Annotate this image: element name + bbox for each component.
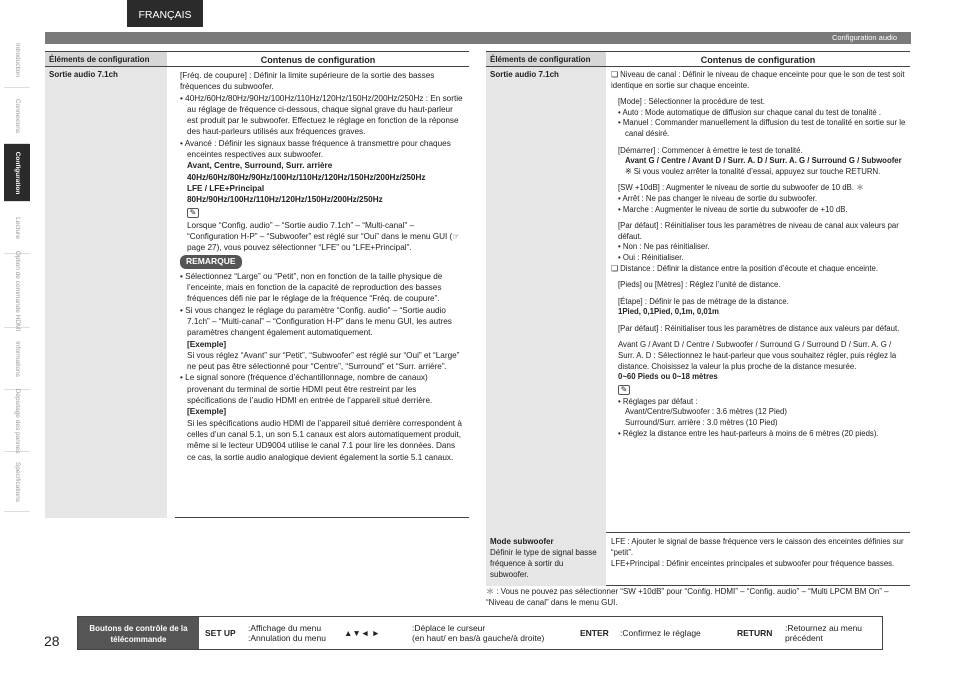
sidebar-item-configuration[interactable] (4, 144, 30, 202)
remark-3: • Le signal sonore (fréquence d’échantillonnage, nombre de canaux) provenant du terminal de sortie HDMI peut être restreint par les spécifications de l’audio HDMI en entrée de l’appareil situé derrière. (180, 373, 433, 406)
sidebar-item-troubleshooting[interactable] (4, 390, 30, 452)
lfe-values-text: 80Hz/90Hz/100Hz/110Hz/120Hz/150Hz/200Hz/250Hz (187, 195, 383, 205)
remark-1: • Sélectionnez “Large” ou “Petit”, non en fonction de la taille physique de l’enceinte, mais en fonction de la capacité de reproduction des basses fréquences défi nie par le réglage de la fréquence “Fréq. de coupure”. (180, 271, 443, 304)
sidebar-label: Spécifications (14, 461, 21, 502)
sidebar-label: Option de commande HDMI (14, 250, 21, 331)
remote-buttons-label: Boutons de contrôle de la télécommande (78, 617, 199, 649)
header-items: Éléments de configuration (486, 52, 606, 66)
step-text: [Étape] : Définir le pas de métrage de la distance. (618, 296, 789, 306)
sidebar-label: Lecture (14, 216, 21, 239)
right-config-table (486, 51, 910, 586)
freq-cutoff-text: [Fréq. de coupure] : Définir la limite supérieure de la sortie des basses fréquences du subwoofer. (180, 71, 435, 92)
default-text: [Par défaut] : Réinitialiser tous les paramètres de niveau de canal aux valeurs par défaut. (618, 221, 899, 241)
lfe-main-option: LFE+Principal : Définir enceintes principales et subwoofer pour fréquence basses. (611, 559, 895, 568)
remote-buttons-bar (77, 616, 883, 650)
item-cell (45, 67, 167, 518)
example-2: Si les spécifications audio HDMI de l’appareil situé derrière correspondent à celles d’un canal 5.1, un son 5.1 canaux est alors automatiquement produit, même si le lecteur UD9004 utilise le canal 7.1 pour lire les données. Dans ce cas, la sortie audio analogique devient également la sortie 5.1 canaux. (187, 418, 462, 462)
language-tab: FRANÇAIS (127, 0, 203, 27)
lfe-text: LFE / LFE+Principal (187, 183, 265, 193)
remark-2: • Si vous changez le réglage du paramètre “Config. audio” – “Sortie audio 7.1ch” – “Multi-canal” – “Configuration H-P” dans le menu GUI, les autres paramètres changent également automatiquement. (180, 305, 452, 338)
page-number: 28 (44, 633, 60, 649)
advanced-text: • Avancé : Définir les signaux basse fréquence à transmettre pour chaques enceintes respectives aux subwoofer. (180, 138, 451, 160)
remark-badge: REMARQUE (180, 255, 242, 268)
header-items: Éléments de configuration (45, 52, 167, 66)
sidebar-label: Informations (14, 340, 21, 377)
auto-text: • Auto : Mode automatique de diffusion sur chaque canal du test de tonalité . (618, 107, 882, 117)
section-header-bar: Configuration audio (45, 32, 911, 44)
setup-key: SET UP (205, 628, 236, 638)
note-text: Lorsque “Config. audio” – “Sortie audio 7.1ch” – “Multi-canal” – “Configuration H-P” – “Subwoofer” est réglé sur “Oui” dans le menu GUI (☞page 27), vous pouvez sélectionner “LFE” ou “LFE+Principal”. (187, 220, 460, 253)
sidebar-label: Connexions (14, 98, 21, 133)
subwoofer-contents (606, 533, 910, 586)
sidebar-label: Dépistage des pannes (14, 388, 21, 453)
distance-limit-note: • Réglez la distance entre les haut-parleurs à moins de 6 mètres (20 pieds). (618, 428, 879, 438)
off-text: • Arrêt : Ne pas changer le niveau de sortie du subwoofer. (618, 193, 818, 203)
sidebar-item-specifications[interactable] (4, 452, 30, 512)
defaults-surround: Surround/Surr. arrière : 3.0 mètres (10 Pied) (625, 418, 778, 428)
example-label: [Exemple] (187, 339, 227, 349)
step-values: 1Pied, 0,1Pied, 0,1m, 0,01m (618, 307, 719, 317)
sidebar-item-hdmi-control[interactable] (4, 250, 30, 331)
return-key: RETURN (737, 628, 773, 638)
distance-range: 0~60 Pieds ou 0~18 mètres (618, 372, 718, 382)
table-header (486, 51, 910, 67)
defaults-front: Avant/Centre/Subwoofer : 3.6 mètres (12 Pied) (625, 407, 787, 417)
enter-desc: :Confirmez le réglage (620, 628, 701, 638)
example-1: Si vous réglez “Avant” sur “Petit”, “Subwoofer” est réglé sur “Oui” et “Large” ne peut pas être sélectionné pour “Centre”, “Surround” et “Surr. arrière”. (187, 350, 460, 372)
arrows-desc: :Déplace le curseur (en haut/ en bas/à gauche/à droite) (412, 623, 545, 643)
distance-default-text: [Par défaut] : Réinitialiser tous les paramètres de distance aux valeurs par défaut. (618, 323, 900, 333)
item-cell (486, 67, 606, 533)
left-config-table (45, 51, 469, 518)
speaker-distance-text: Avant G / Avant D / Centre / Subwoofer / Surround G / Surround D / Surr. A. G / Surr. A. D : Sélectionnez le haut-parleur que vous souhaitez régler, puis réglez la distance. Choisissez la valeur la plus proche de la distance mesurée. (618, 340, 897, 371)
sidebar-item-introduction[interactable] (4, 32, 30, 88)
manual-text: • Manuel : Commander manuellement la diffusion du test de tonalité en sortie sur le canal désiré. (618, 118, 906, 138)
sw10db-text: [SW +10dB] : Augmenter le niveau de sortie du subwoofer de 10 dB. ＊ (618, 183, 864, 193)
header-contents: Contenus de configuration (700, 55, 816, 65)
start-text: [Démarrer] : Commencer à émettre le test de tonalité. (618, 145, 803, 155)
speaker-list: Avant G / Centre / Avant D / Surr. A. D / Surr. A. G / Surround G / Subwoofer (625, 156, 902, 166)
footnote: ＊ : Vous ne pouvez pas sélectionner “SW +10dB” pour “Config. HDMI” – “Config. audio” – “Multi LPCM BM On” – “Niveau de canal” dans le menu GUI. (486, 587, 889, 607)
contents-cell (606, 67, 910, 533)
item-desc: Définir le type de signal basse fréquence à sortir du subwoofer. (490, 548, 597, 579)
item-name: Sortie audio 7.1ch (49, 70, 118, 79)
enter-key: ENTER (580, 628, 609, 638)
item-cell-subwoofer (486, 533, 606, 586)
table-header (45, 51, 469, 67)
pencil-icon: ✎ (618, 385, 630, 395)
header-contents: Contenus de configuration (260, 55, 376, 65)
yes-text: • Oui : Réinitialiser. (618, 252, 684, 262)
unit-text: [Pieds] ou [Mètres] : Réglez l’unité de distance. (618, 280, 781, 290)
item-name: Mode subwoofer (490, 537, 554, 546)
sidebar-item-lecture[interactable] (4, 202, 30, 254)
lfe-option: LFE : Ajouter le signal de basse fréquence vers le caisson des enceintes définies sur “petit”. (611, 537, 904, 557)
sidebar-label: Introduction (14, 42, 21, 77)
setup-desc: :Affichage du menu :Annulation du menu (248, 623, 326, 643)
distance-text: ❏ Distance : Définir la distance entre la position d’écoute et chaque enceinte. (611, 263, 879, 273)
example-label: [Exemple] (187, 407, 227, 417)
freq-list-text: • 40Hz/60Hz/80Hz/90Hz/100Hz/110Hz/120Hz/150Hz/200Hz/250Hz : En sortie au réglage de fréquence ci-dessous, chaque signal grave du haut-parleur est produit par le subwoofer. Effectuez le réglage en fonction de la réponse des haut-parleurs utilisés aux fréquences graves. (180, 93, 463, 137)
on-text: • Marche : Augmenter le niveau de sortie du subwoofer de +10 dB. (618, 204, 848, 214)
item-name: Sortie audio 7.1ch (490, 70, 559, 79)
sidebar-item-connexions[interactable] (4, 88, 30, 144)
defaults-label: • Réglages par défaut : (618, 396, 698, 406)
pencil-icon: ✎ (187, 208, 199, 218)
sidebar-item-informations[interactable] (4, 328, 30, 390)
sidebar (4, 32, 30, 507)
contents-cell (175, 67, 469, 518)
sidebar-label: Configuration (14, 151, 21, 194)
return-note: ※ Si vous voulez arrêter la tonalité d’essai, appuyez sur touche RETURN. (625, 166, 881, 176)
mode-text: [Mode] : Sélectionner la procédure de test. (618, 97, 765, 107)
speakers-text: Avant, Centre, Surround, Surr. arrière (187, 161, 333, 171)
no-text: • Non : Ne pas réinitialiser. (618, 242, 710, 252)
channel-level-text: ❏ Niveau de canal : Définir le niveau de chaque enceinte pour que le son de test soit identique en sortie sur chaque enceinte. (611, 70, 905, 90)
return-desc: :Retournez au menu précédent (785, 623, 863, 643)
arrow-keys: ▲▼◄ ► (344, 628, 381, 638)
freq-values-text: 40Hz/60Hz/80Hz/90Hz/100Hz/110Hz/120Hz/150Hz/200Hz/250Hz (187, 172, 426, 182)
